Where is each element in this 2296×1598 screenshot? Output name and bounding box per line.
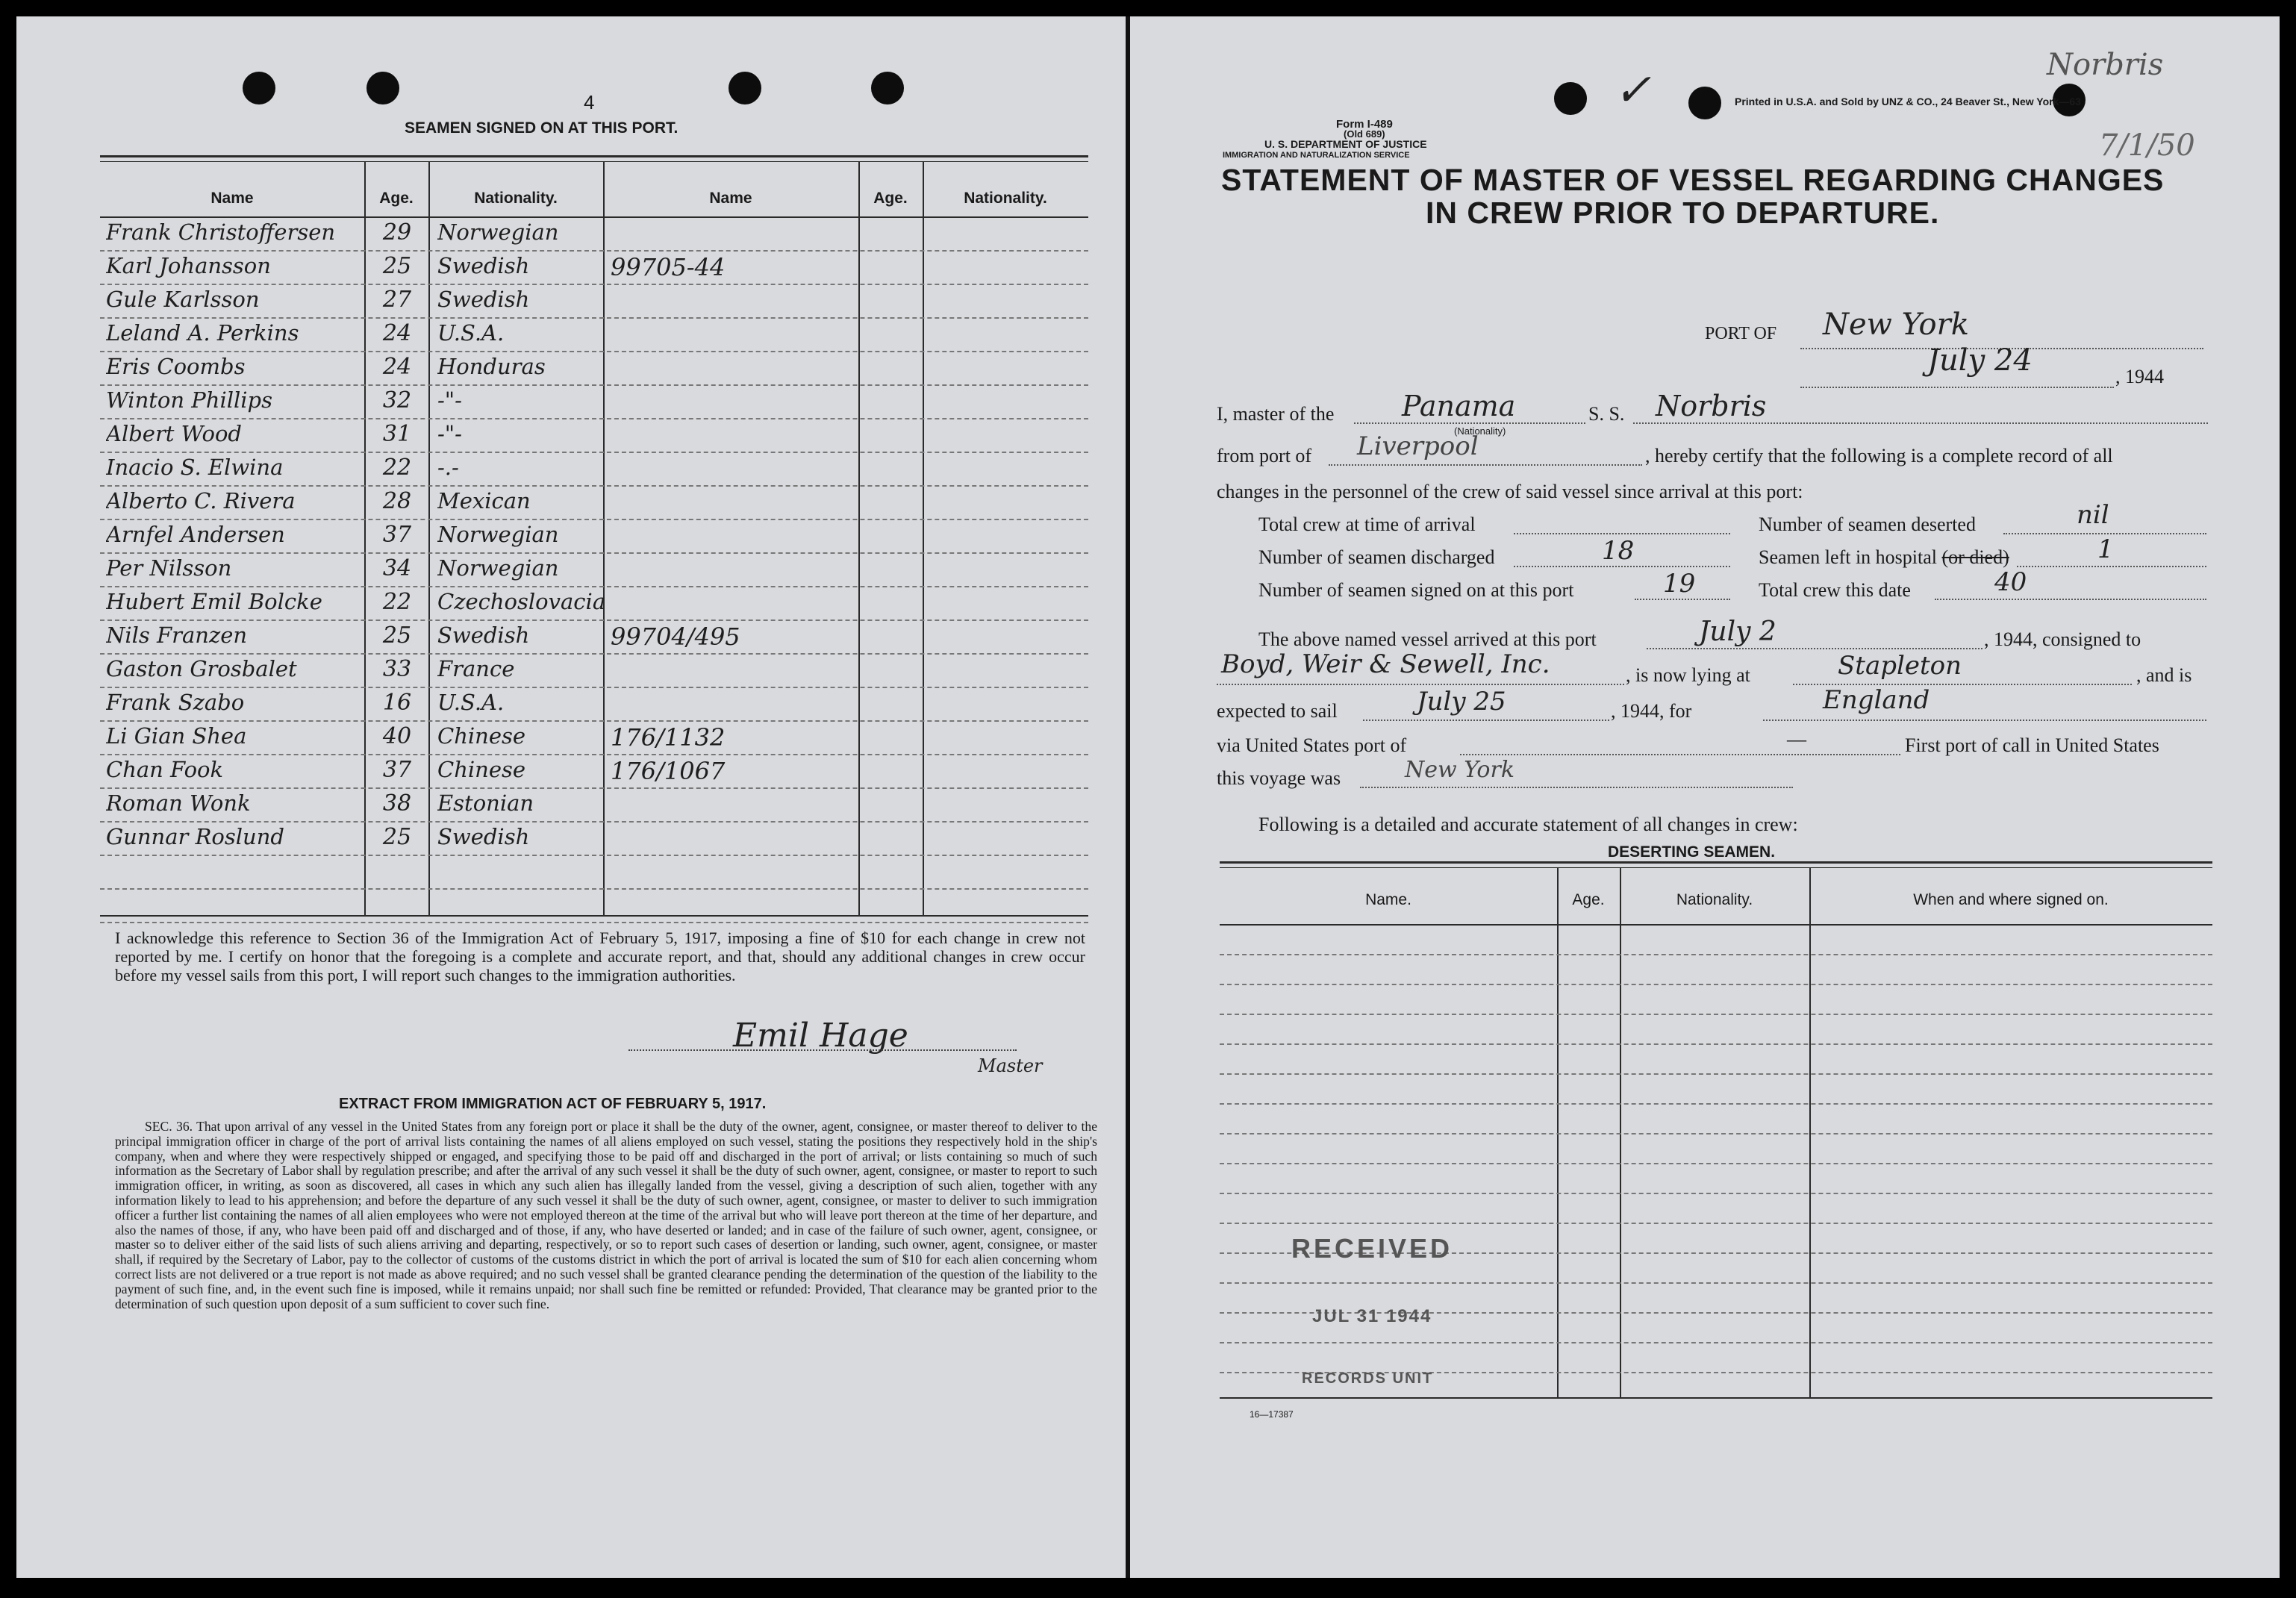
seaman-name: Roman Wonk [106,790,251,816]
seaman-nationality: -.- [437,455,459,480]
seaman-name: Gunnar Roslund [106,824,284,849]
via-value: — [1787,728,1806,750]
empty-row-line [1220,1342,2212,1343]
punch-hole [1554,82,1587,115]
table-row [100,487,1088,520]
seaman-name: Karl Johansson [106,253,271,278]
seaman-note: 176/1132 [611,723,726,752]
seaman-age: 24 [382,354,412,380]
table-row [100,386,1088,419]
acknowledgement-text: I acknowledge this reference to Section 36 of the Immigration Act of February 5, 1917, imposing a fine of $10 for each change in crew not reported by me. I certify on honor that the foregoing is a complete and accurate report, and that, should any additional changes in crew occur before my vessel sails from this port, I will report such changes to the immigration authorities. [115,928,1085,984]
table-row [100,319,1088,352]
table-row [100,755,1088,789]
total-crew-label: Total crew this date [1759,579,1911,601]
statement-title-line1: STATEMENT OF MASTER OF VESSEL REGARDING CHANGES [1221,163,2165,197]
empty-row-line [1220,1073,2212,1075]
seaman-name: Chan Fook [106,757,224,782]
and-is-text: , and is [2136,664,2192,686]
seaman-nationality: Czechoslovacia [437,589,606,614]
seaman-name: Nils Franzen [106,622,248,648]
deserted-value: nil [2077,500,2109,530]
checkmark: ✓ [1614,64,1652,116]
table-row [100,823,1088,856]
from-port-value: Liverpool [1357,431,1479,461]
table-row [100,621,1088,655]
records-unit-stamp: RECORDS UNIT [1302,1370,1434,1387]
ss-label: S. S. [1588,403,1625,425]
seaman-age: 25 [382,622,412,649]
seamen-signed-on-table [100,155,1088,917]
table-row [100,520,1088,554]
discharged-label: Number of seamen discharged [1258,546,1495,568]
page-fold-divider [1126,16,1130,1578]
desert-col-age: Age. [1572,891,1605,908]
signature-line [628,1049,1017,1051]
signed-on-value: 19 [1663,569,1696,599]
desert-col-name: Name. [1365,891,1411,908]
table-row [100,285,1088,319]
corner-handwritten-note: Norbris [2047,48,2164,82]
table-row [100,587,1088,621]
seaman-name: Li Gian Shea [106,723,247,749]
seaman-age: 32 [382,387,412,413]
empty-row-line [1220,984,2212,985]
document-page [16,16,2280,1578]
seaman-age: 25 [382,824,412,850]
punch-hole [366,72,399,104]
seaman-name: Alberto C. Rivera [106,488,296,514]
col-header-age: Age. [379,190,414,207]
from-port-label: from port of [1217,445,1312,466]
punch-hole [243,72,275,104]
department-name: U. S. DEPARTMENT OF JUSTICE [1264,138,1427,150]
lying-value: Stapleton [1838,651,1962,681]
following-text: Following is a detailed and accurate statement of all changes in crew: [1258,814,1798,835]
seaman-name: Gaston Grosbalet [106,656,297,681]
date-value: July 24 [1927,343,2033,378]
vessel-name: Norbris [1656,390,1767,422]
expected-value: July 25 [1417,687,1506,717]
lying-label: , is now lying at [1626,664,1750,686]
seaman-name: Winton Phillips [106,387,272,413]
seaman-age: 27 [382,287,412,313]
seaman-age: 34 [382,555,412,581]
seaman-age: 25 [382,253,412,279]
hospital-label-text: Seamen left in hospital [1759,546,1938,568]
empty-row-line [1220,1193,2212,1194]
seaman-nationality: Estonian [437,790,534,816]
form-number: Form I-489 [1336,118,1393,131]
seaman-name: Inacio S. Elwina [106,455,284,480]
table-row [100,218,1088,252]
expected-year: , 1944, for [1611,700,1692,722]
seaman-age: 16 [382,690,412,716]
table-row [100,252,1088,285]
seaman-nationality: -"- [437,387,462,413]
table-row [100,419,1088,453]
empty-row-line [1220,1014,2212,1015]
service-name: IMMIGRATION AND NATURALIZATION SERVICE [1223,151,1410,160]
desert-col-nationality: Nationality. [1676,891,1753,908]
seaman-nationality: Chinese [437,723,526,749]
seaman-nationality: Mexican [437,488,531,514]
seaman-nationality: Swedish [437,622,530,648]
first-port-label: First port of call in United States [1905,734,2159,756]
col-header-nationality: Nationality. [474,190,558,207]
master-label: Master [978,1055,1043,1076]
this-voyage-label: this voyage was [1217,767,1341,789]
table-row [100,453,1088,487]
seaman-nationality: -"- [437,421,462,446]
nationality-value: Panama [1402,390,1516,422]
seaman-age: 31 [382,421,412,447]
empty-row-line [1220,1163,2212,1164]
left-title: SEAMEN SIGNED ON AT THIS PORT. [405,119,678,137]
seaman-name: Hubert Emil Bolcke [106,589,322,614]
desert-col-signed-on: When and where signed on. [1913,891,2109,908]
seaman-nationality: Norwegian [437,522,559,547]
seaman-name: Gule Karlsson [106,287,260,312]
seaman-note: 99704/495 [611,622,740,651]
certify-text: , hereby certify that the following is a complete record of all [1645,445,2113,466]
seaman-name: Leland A. Perkins [106,320,299,346]
seaman-nationality: Swedish [437,824,530,849]
hospital-label [1759,546,2009,569]
received-stamp: RECEIVED [1291,1233,1453,1264]
seaman-age: 38 [382,790,412,817]
empty-row-line [1220,1043,2212,1045]
table-row [100,352,1088,386]
statement-title-line2: IN CREW PRIOR TO DEPARTURE. [1426,196,1940,230]
punch-hole [871,72,904,104]
empty-row-line [1220,1103,2212,1105]
table-row [100,554,1088,587]
seaman-age: 37 [382,522,412,548]
master-of-label: I, master of the [1217,403,1335,425]
seaman-name: Per Nilsson [106,555,232,581]
seaman-nationality: Chinese [437,757,526,782]
seaman-age: 24 [382,320,412,346]
extract-text: SEC. 36. That upon arrival of any vessel in the United States from any foreign port or place it shall be the duty of the owner, agent, consignee, or master thereof to deliver to the principal immigration officer in charge of the port of arrival lists containing the names of all aliens employed on such vessel, stating the positions they respectively hold in the ship's company, when and where they were respectively shipped or engaged, and specifying those to be paid off and discharged in the port of arrival; or lists containing so much of such information as the Secretary of Labor shall by regulation prescribe; and after the arrival of any such vessel it shall be the duty of such owner, agent, consignee, or master to report to such immigration officer, in writing, as soon as discovered, all cases in which any such alien has illegally landed from the vessel, giving a description of such alien, together with any information likely to lead to his apprehension; and before the departure of any such vessel it shall be the duty of such owner, agent, consignee, or master to deliver to such immigration officer a further list containing the names of all alien employees who were not employed thereon at the time of the arrival but who will leave port thereon at the time of her departure, and also the names of those, if any, who have been paid off and discharged and of those, if any, who have deserted or landed; and in case of the failure of such owner, agent, consignee, or master so to deliver either of the said lists of such aliens arriving and departing, respectively, or so to report such cases of desertion or landing, such owner, agent, consignee, or master shall, if required by the Secretary of Labor, pay to the collector of customs of the customs district in which the port of arrival is located the sum of $10 for each alien concerning whom correct lists are not delivered or a true report is not made as above required; and no such vessel shall be granted clearance pending the determination of the question of the liability to the payment of such fine, and, in the event such fine is imposed, while it remains unpaid; nor shall such fine be remitted or refunded: Provided, That clearance may be granted prior to the determination of such question upon deposit of a sum sufficient to cover such fine. [115,1119,1097,1311]
arrived-value: July 2 [1699,617,1776,647]
seaman-age: 33 [382,656,412,682]
punch-hole [729,72,761,104]
arrived-label: The above named vessel arrived at this port [1258,628,1597,650]
seaman-age: 40 [382,723,412,749]
form-old-number: (Old 689) [1344,128,1385,140]
seaman-nationality: Swedish [437,253,530,278]
seaman-name: Arnfel Andersen [106,522,285,547]
extract-title: EXTRACT FROM IMMIGRATION ACT OF FEBRUARY 5, 1917. [339,1096,767,1112]
hospital-value: 1 [2097,534,2114,564]
table-row [100,655,1088,688]
via-label: via United States port of [1217,734,1407,756]
total-crew-arrival-label: Total crew at time of arrival [1258,514,1476,535]
seaman-age: 37 [382,757,412,783]
consignee-value: Boyd, Weir & Sewell, Inc. [1221,649,1550,679]
table-row [100,722,1088,755]
deserting-seamen-table [1220,861,2212,1399]
nationality-caption: (Nationality) [1454,425,1506,437]
printer-note: Printed in U.S.A. and Sold by UNZ & CO., 24 Beaver St., New York—63 [1735,96,2081,107]
total-crew-value: 40 [1994,567,2027,597]
footer-code: 16—17387 [1250,1409,1294,1420]
seaman-name: Frank Szabo [106,690,245,715]
signed-on-label: Number of seamen signed on at this port [1258,579,1574,601]
seaman-name: Albert Wood [106,421,243,446]
master-signature: Emil Hage [733,1017,908,1055]
received-stamp-date: JUL 31 1944 [1312,1306,1432,1326]
seaman-note: 99705-44 [611,253,726,281]
seaman-note: 176/1067 [611,757,726,785]
col-header-name: Name [210,190,254,207]
table-row [100,688,1088,722]
seaman-nationality: Honduras [437,354,546,379]
expected-label: expected to sail [1217,700,1338,722]
seaman-nationality: Swedish [437,287,530,312]
this-voyage-value: New York [1405,757,1514,783]
col-header-name-2: Name [709,190,752,207]
empty-row-line [1220,954,2212,955]
port-label: PORT OF [1705,324,1777,343]
seaman-nationality: Norwegian [437,555,559,581]
deserted-label: Number of seamen deserted [1759,514,1976,535]
punch-hole [1688,87,1721,119]
col-header-nationality-2: Nationality. [964,190,1047,207]
seaman-age: 22 [382,589,412,615]
seaman-nationality: France [437,656,515,681]
seaman-nationality: Norwegian [437,219,559,245]
hospital-struck-text: (or died) [1941,546,2009,568]
empty-row-line [1220,1133,2212,1134]
changes-text: changes in the personnel of the crew of said vessel since arrival at this port: [1217,481,1803,502]
seaman-name: Frank Christoffersen [106,219,336,245]
empty-row-line [100,922,1088,923]
port-value: New York [1823,308,1969,342]
empty-row-line [1220,1282,2212,1284]
seaman-age: 29 [382,219,412,246]
deserting-title: DESERTING SEAMEN. [1608,843,1776,861]
col-header-age-2: Age. [873,190,908,207]
seaman-nationality: U.S.A. [437,320,505,346]
seaman-age: 22 [382,455,412,481]
corner-handwritten-date: 7/1/50 [2099,128,2195,163]
empty-row-line [100,888,1088,890]
page-number: 4 [584,91,595,113]
seaman-age: 28 [382,488,412,514]
empty-row-line [1220,1223,2212,1224]
discharged-value: 18 [1602,536,1635,566]
seaman-name: Eris Coombs [106,354,246,379]
table-row [100,789,1088,823]
arrived-year: , 1944, consigned to [1984,628,2141,650]
destination-value: England [1823,685,1930,715]
date-year: , 1944 [2115,366,2164,387]
seaman-nationality: U.S.A. [437,690,505,715]
